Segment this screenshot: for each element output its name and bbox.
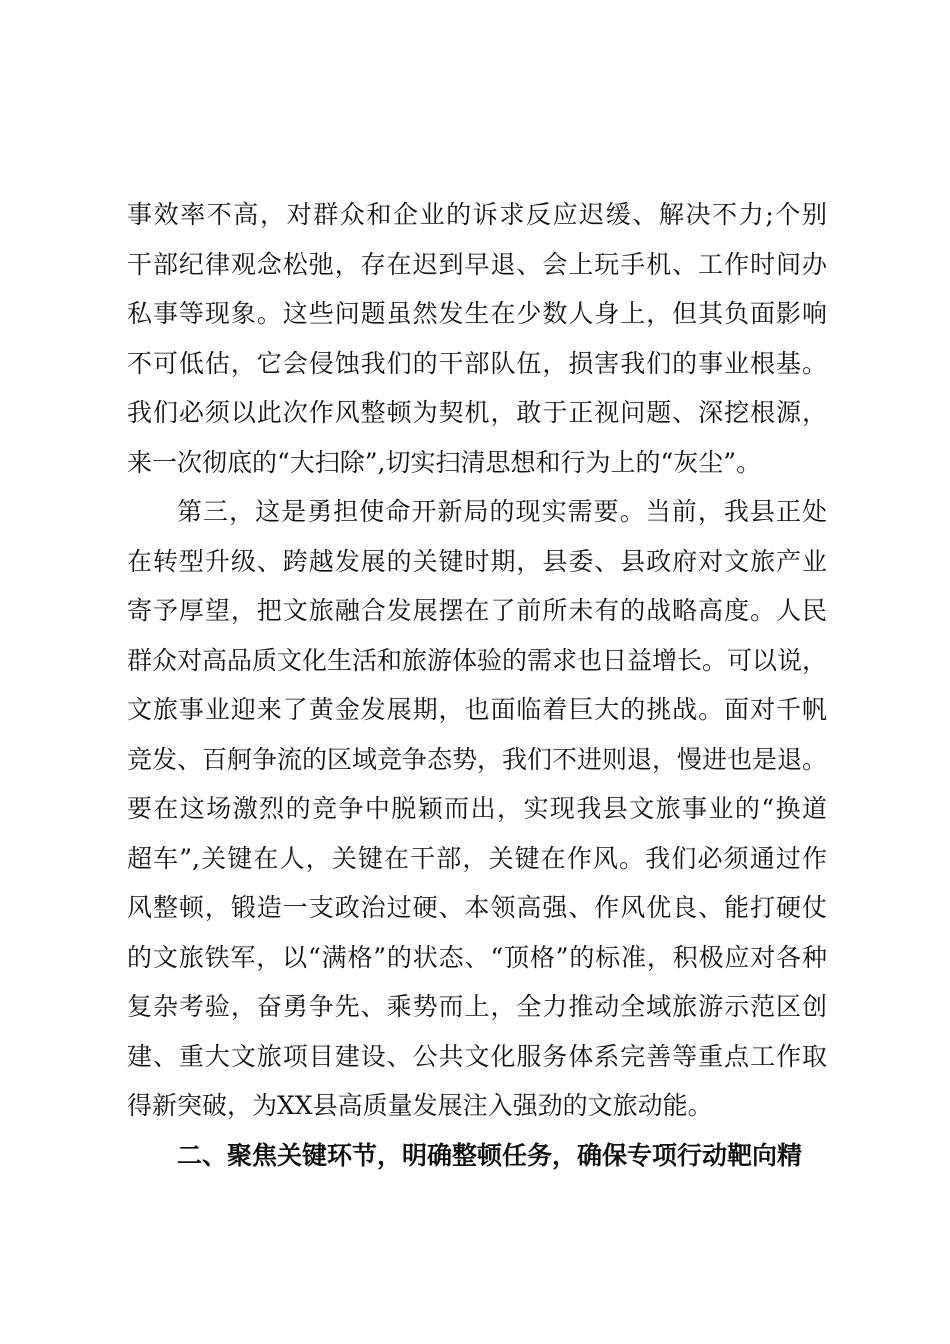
paragraph-1-line-1: 事效率不高，对群众和企业的诉求反应迟缓、解决不力;个别 <box>127 200 827 229</box>
paragraph-2-line-5: 文旅事业迎来了黄金发展期，也面临着巨大的挑战。面对千帆 <box>127 695 827 724</box>
paragraph-2-line-6: 竞发、百舸争流的区域竞争态势，我们不进则退，慢进也是退。 <box>127 744 828 774</box>
paragraph-1-line-2: 干部纪律观念松弛，存在迟到早退、会上玩手机、工作时间办 <box>127 249 827 279</box>
paragraph-2-line-3: 寄予厚望，把文旅融合发展摆在了前所未有的战略高度。人民 <box>127 596 827 625</box>
paragraph-2-line-10: 的文旅铁军，以“满格”的状态、“顶格”的标准，积极应对各种 <box>127 942 827 972</box>
paragraph-2-line-8: 超车”,关键在人，关键在干部，关键在作风。我们必须通过作 <box>127 843 827 873</box>
section-heading: 二、聚焦关键环节，明确整顿任务，确保专项行动靶向精 <box>177 1140 803 1170</box>
paragraph-2-line-1: 第三，这是勇担使命开新局的现实需要。当前，我县正处 <box>177 497 827 526</box>
document-body <box>127 190 827 1180</box>
paragraph-1-line-4: 不可低估，它会侵蚀我们的干部队伍，损害我们的事业根基。 <box>127 348 827 378</box>
paragraph-2-line-4: 群众对高品质文化生活和旅游体验的需求也日益增长。可以说， <box>127 645 828 675</box>
paragraph-2-line-2: 在转型升级、跨越发展的关键时期，县委、县政府对文旅产业 <box>127 546 827 576</box>
paragraph-1-line-5: 我们必须以此次作风整顿为契机，敢于正视问题、深挖根源， <box>127 398 827 427</box>
paragraph-2-line-9: 风整顿，锻造一支政治过硬、本领高强、作风优良、能打硬仗 <box>127 893 827 922</box>
paragraph-1-line-3: 私事等现象。这些问题虽然发生在少数人身上，但其负面影响 <box>127 299 827 328</box>
paragraph-2-line-13: 得新突破，为XX县高质量发展注入强劲的文旅动能。 <box>127 1091 713 1120</box>
paragraph-2-line-11: 复杂考验，奋勇争先、乘势而上，全力推动全域旅游示范区创 <box>127 992 827 1021</box>
paragraph-1-line-6: 来一次彻底的“大扫除”,切实扫清思想和行为上的“灰尘”。 <box>127 447 762 477</box>
paragraph-2-line-12: 建、重大文旅项目建设、公共文化服务体系完善等重点工作取 <box>127 1041 827 1071</box>
paragraph-2-line-7: 要在这场激烈的竞争中脱颖而出，实现我县文旅事业的“换道 <box>127 794 827 823</box>
